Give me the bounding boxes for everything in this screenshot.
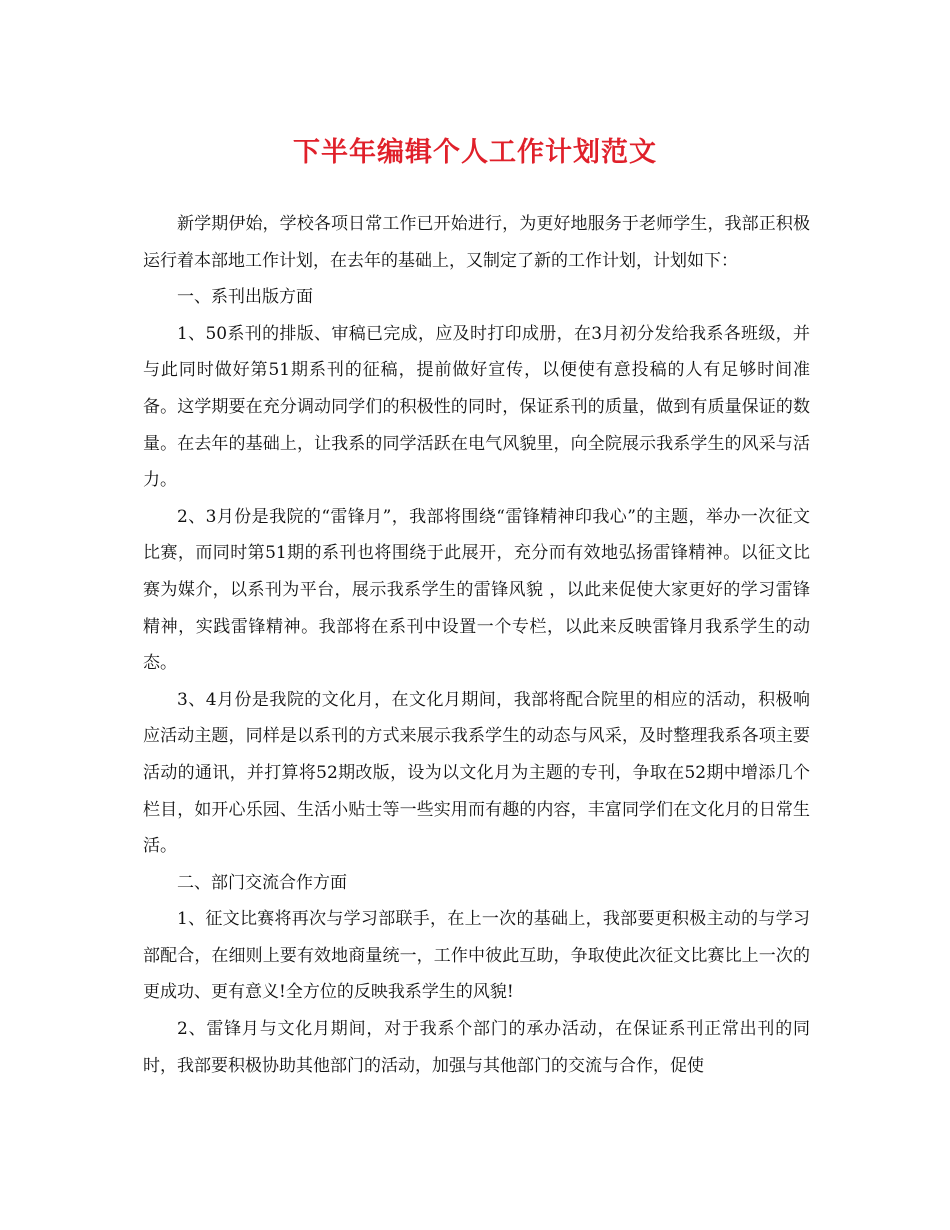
paragraph-item-4: 1、征文比赛将再次与学习部联手，在上一次的基础上，我部要更积极主动的与学习部配合，在细则上要有效地商量统一，工作中彼此互助，争取使此次征文比赛比上一次的更成功、更有意义!全方位的反映我系学生的风貌! xyxy=(143,909,810,1003)
document-body xyxy=(143,206,810,1084)
document-title: 下半年编辑个人工作计划范文 xyxy=(293,137,657,168)
intro-paragraph: 新学期伊始，学校各项日常工作已开始进行，为更好地服务于老师学生，我部正积极运行着本部地工作计划，在去年的基础上，又制定了新的工作计划，计划如下： xyxy=(143,214,810,271)
section-heading-cooperation: 二、部门交流合作方面 xyxy=(177,872,347,893)
section-heading-publication: 一、系刊出版方面 xyxy=(177,287,313,308)
paragraph-item-2: 2、3月份是我院的“雷锋月”，我部将围绕“雷锋精神印我心”的主题，举办一次征文比赛，而同时第51期的系刊也将围绕于此展开，充分而有效地弘扬雷锋精神。以征文比赛为媒介，以系刊为平台，展示我系学生的雷锋风貌 ，以此来促使大家更好的学习雷锋精神，实践雷锋精神。我部将在系刊中设置一个专栏，以此来反映雷锋月我系学生的动态。 xyxy=(143,506,810,674)
paragraph-item-3: 3、4月份是我院的文化月，在文化月期间，我部将配合院里的相应的活动，积极响应活动主题，同样是以系刊的方式来展示我系学生的动态与风采，及时整理我系各项主要活动的通讯，并打算将52期改版，设为以文化月为主题的专刊，争取在52期中增添几个栏目，如开心乐园、生活小贴士等一些实用而有趣的内容，丰富同学们在文化月的日常生活。 xyxy=(143,689,810,857)
paragraph-item-1: 1、50系刊的排版、审稿已完成，应及时打印成册，在3月初分发给我系各班级，并与此同时做好第51期系刊的征稿，提前做好宣传，以便使有意投稿的人有足够时间准备。这学期要在充分调动同学们的积极性的同时，保证系刊的质量，做到有质量保证的数量。在去年的基础上，让我系的同学活跃在电气风貌里，向全院展示我系学生的风采与活力。 xyxy=(143,323,810,491)
paragraph-item-5: 2、雷锋月与文化月期间，对于我系个部门的承办活动，在保证系刊正常出刊的同时，我部要积极协助其他部门的活动，加强与其他部门的交流与合作，促使 xyxy=(143,1019,810,1076)
